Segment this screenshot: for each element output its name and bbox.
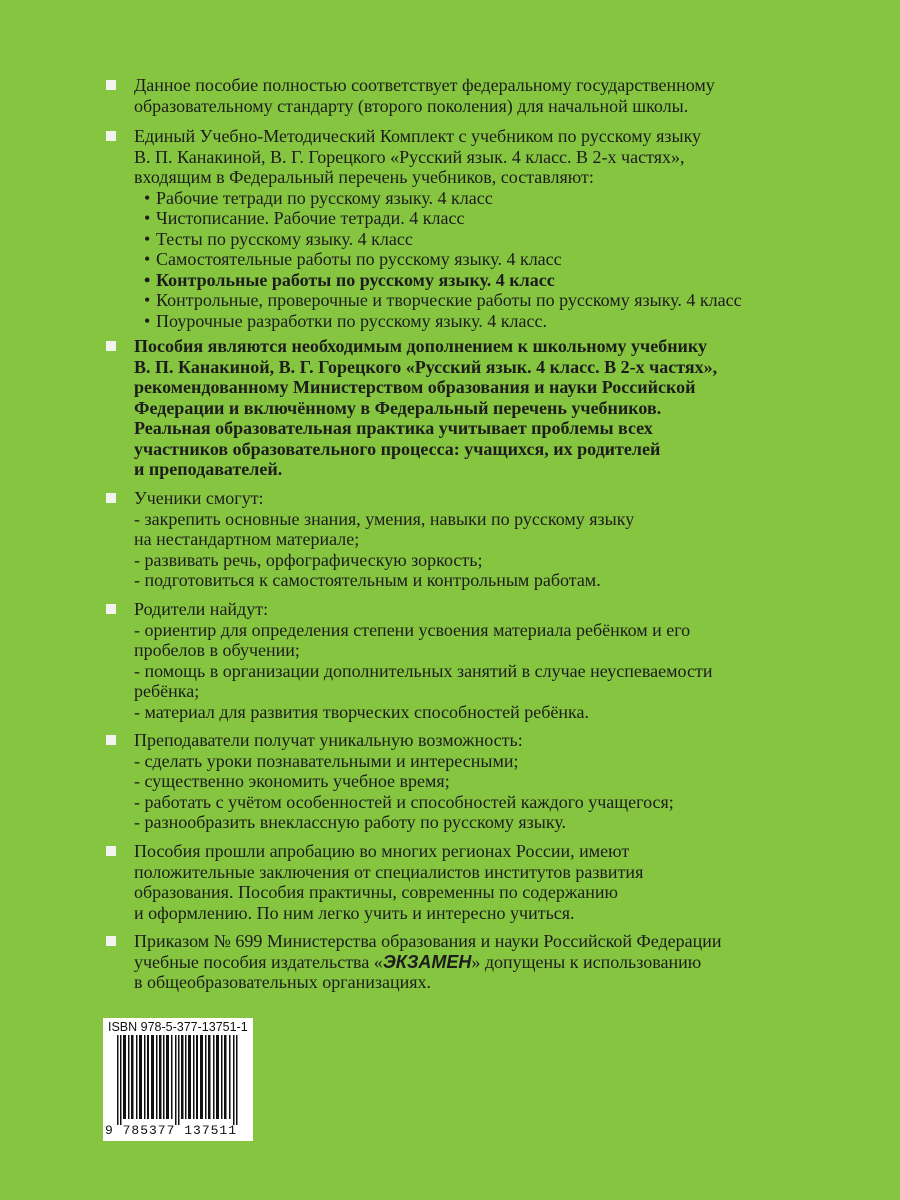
section-order bbox=[106, 931, 806, 993]
text-line: - развивать речь, орфографическую зоркость; bbox=[134, 549, 483, 570]
square-bullet-icon bbox=[106, 493, 116, 503]
square-bullet-icon bbox=[106, 341, 116, 351]
text-line: образования. Пособия практичны, современны по содержанию bbox=[134, 882, 618, 902]
text-line: Ученики смогут: bbox=[134, 488, 264, 508]
text-line: - ориентир для определения степени усвоения материала ребёнком и его bbox=[134, 619, 691, 640]
section-approbation bbox=[106, 841, 806, 923]
text-line: положительные заключения от специалистов институтов развития bbox=[134, 861, 644, 882]
text-line: Федерации и включённому в Федеральный перечень учебников. bbox=[134, 397, 662, 418]
text-line: в общеобразовательных организациях. bbox=[134, 972, 431, 992]
text-line: В. П. Канакиной, В. Г. Горецкого «Русский язык. 4 класс. В 2-х частях», bbox=[134, 146, 685, 167]
section-teachers bbox=[106, 730, 806, 833]
text-line: - существенно экономить учебное время; bbox=[134, 771, 450, 791]
text-line: Единый Учебно-Методический Комплект с учебником по русскому языку bbox=[134, 126, 702, 146]
text-fragment: » допущены к использованию bbox=[471, 951, 702, 972]
text-fragment: учебные пособия издательства « bbox=[134, 951, 383, 972]
text-line: участников образовательного процесса: учащихся, их родителей bbox=[134, 438, 661, 459]
section-text bbox=[134, 75, 806, 116]
text-line: Пособия являются необходимым дополнением к школьному учебнику bbox=[134, 336, 708, 356]
text-line: Преподаватели получат уникальную возможность: bbox=[134, 730, 523, 750]
section-text bbox=[134, 488, 806, 591]
square-bullet-icon bbox=[106, 80, 116, 90]
text-line: Реальная образовательная практика учитывает проблемы всех bbox=[134, 418, 653, 438]
text-line: - материал для развития творческих способностей ребёнка. bbox=[134, 701, 589, 722]
list-item: • Рабочие тетради по русскому языку. 4 класс bbox=[134, 188, 806, 209]
list-item: • Тесты по русскому языку. 4 класс bbox=[134, 229, 806, 250]
text-line: - работать с учётом особенностей и способностей каждого учащегося; bbox=[134, 791, 674, 812]
section-supplement bbox=[106, 336, 806, 480]
square-bullet-icon bbox=[106, 604, 116, 614]
list-item-current-book: • Контрольные работы по русскому языку. 4 класс bbox=[134, 270, 806, 291]
section-standard bbox=[106, 75, 806, 116]
text-line: пробелов в обучении; bbox=[134, 640, 300, 660]
text-line: - подготовиться к самостоятельным и контрольным работам. bbox=[134, 570, 601, 590]
text-line: и оформлению. По ним легко учить и интересно учиться. bbox=[134, 902, 575, 923]
list-item: • Поурочные разработки по русскому языку. 4 класс. bbox=[134, 311, 806, 332]
section-text bbox=[134, 336, 806, 480]
square-bullet-icon bbox=[106, 846, 116, 856]
list-item: • Контрольные, проверочные и творческие работы по русскому языку. 4 класс bbox=[134, 290, 806, 311]
text-line: - помощь в организации дополнительных занятий в случае неуспеваемости bbox=[134, 660, 713, 681]
section-text bbox=[134, 841, 806, 923]
text-line: входящим в Федеральный перечень учебников, составляют: bbox=[134, 167, 594, 187]
barcode-icon bbox=[117, 1035, 241, 1125]
list-item: • Чистописание. Рабочие тетради. 4 класс bbox=[134, 208, 806, 229]
text-line: - закрепить основные знания, умения, навыки по русскому языку bbox=[134, 508, 635, 529]
text-line: и преподавателей. bbox=[134, 459, 283, 479]
text-line: Приказом № 699 Министерства образования и науки Российской Федерации bbox=[134, 931, 722, 951]
text-line: - разнообразить внеклассную работу по русскому языку. bbox=[134, 812, 567, 832]
section-students bbox=[106, 488, 806, 591]
section-umk bbox=[106, 126, 806, 331]
section-text bbox=[134, 931, 806, 993]
text-line: Данное пособие полностью соответствует федеральному государственному bbox=[134, 75, 715, 95]
square-bullet-icon bbox=[106, 735, 116, 745]
section-text bbox=[134, 730, 806, 833]
text-line: образовательному стандарту (второго поколения) для начальной школы. bbox=[134, 95, 689, 116]
publisher-name: ЭКЗАМЕН bbox=[382, 951, 472, 972]
isbn-label: ISBN 978-5-377-13751-1 bbox=[108, 1020, 248, 1034]
text-line: ребёнка; bbox=[134, 681, 200, 701]
text-line: В. П. Канакиной, В. Г. Горецкого «Русский язык. 4 класс. В 2-х частях», bbox=[134, 356, 718, 377]
text-line bbox=[134, 952, 806, 973]
text-line: рекомендованному Министерством образования и науки Российской bbox=[134, 377, 696, 397]
text-line: Пособия прошли апробацию во многих регионах России, имеют bbox=[134, 841, 630, 861]
square-bullet-icon bbox=[106, 936, 116, 946]
isbn-digits: 9 785377 137511 bbox=[105, 1123, 238, 1138]
section-text bbox=[134, 599, 806, 722]
square-bullet-icon bbox=[106, 131, 116, 141]
section-text bbox=[134, 126, 806, 331]
list-item: • Самостоятельные работы по русскому языку. 4 класс bbox=[134, 249, 806, 270]
text-line: - сделать уроки познавательными и интересными; bbox=[134, 750, 519, 771]
text-line: Родители найдут: bbox=[134, 599, 269, 619]
text-line: на нестандартном материале; bbox=[134, 529, 360, 549]
section-parents bbox=[106, 599, 806, 722]
isbn-barcode-box bbox=[103, 1018, 253, 1141]
